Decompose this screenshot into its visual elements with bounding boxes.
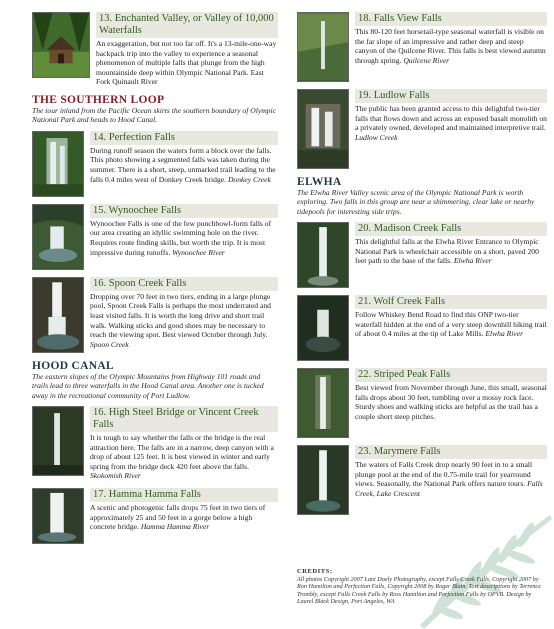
entry-title: 22. Striped Peak Falls xyxy=(355,368,547,382)
entry-title: 14. Perfection Falls xyxy=(90,131,278,145)
entry-title: 13. Enchanted Valley, or Valley of 10,000 Waterfalls xyxy=(96,12,278,38)
entry-14 xyxy=(32,131,278,197)
left-column xyxy=(32,12,278,551)
entry-description: This delightful falls at the Elwha River Entrance to Olympic National Park is wheelchair accessible on a short, paved 200 feet path to the base of the falls. Elwha River xyxy=(355,237,539,266)
entry-title: 21. Wolf Creek Falls xyxy=(355,295,547,309)
credits-block xyxy=(297,568,547,606)
entry-title: 18. Falls View Falls xyxy=(355,12,547,26)
section-description: The tour inland from the Pacific Ocean skirts the southern boundary of Olympic National Park and heads to Hood Canal. xyxy=(32,105,276,125)
entry-description: A scenic and photogenic falls drops 75 feet in two tiers of approximately 25 and 50 feet in a gorge below a high concrete bridge. Hamma Hamma River xyxy=(90,502,266,532)
entry-18 xyxy=(297,12,547,82)
section-heading-hood-canal: HOOD CANAL xyxy=(32,359,114,372)
waterfall-photo xyxy=(32,12,90,78)
entry-description: Follow Whiskey Bend Road to find this ONP two-tier waterfall hidden at the end of a very steep downhill hiking trail of about 0.4 miles at the tip of Lake Mills. Elwha River xyxy=(355,310,547,339)
waterfall-photo xyxy=(297,89,349,169)
entry-16 xyxy=(32,277,278,353)
entry-title: 16. High Steel Bridge or Vincent Creek Falls xyxy=(90,406,278,432)
entry-description: It is tough to say whether the falls or the bridge is the real attraction here. The falls are in a narrow, deep canyon with a drop of about 125 feet. It is best viewed in winter and early spring from the bridge deck 420 feet above the falls. Skokomish River xyxy=(90,433,274,481)
entry-title: 23. Marymere Falls xyxy=(355,445,547,459)
entry-19 xyxy=(297,89,547,169)
entry-description: During runoff season the waters form a block over the falls. This photo showing a segmented falls was taken during the summer. There is a short, steep, unmarked trail leading to the falls 0.4 miles west of Donkey Creek bridge. Donkey Creek xyxy=(90,145,276,184)
entry-title: 16. Spoon Creek Falls xyxy=(90,277,278,291)
waterfall-photo xyxy=(297,222,349,288)
section-heading-southern-loop: THE SOUTHERN LOOP xyxy=(32,93,165,106)
waterfall-photo xyxy=(32,406,84,476)
entry-13 xyxy=(32,12,278,87)
entry-15 xyxy=(32,204,278,270)
entry-description: Best viewed from November through June, this small, seasonal falls drops about 30 feet, tumbling over a mossy rock face. Sturdy shoes and walking sticks are helpful as the trail has a couple short steep pitches. xyxy=(355,383,547,421)
waterfall-photo xyxy=(32,488,84,544)
entry-description: Dropping over 70 feet in two tiers, ending in a large plunge pool, Spoon Creek Falls is perhaps the most underrated and least visited falls. It is worth the long drive and short trail walk. Walking sticks and good shoes may be necessary to reach the viewing spot. Best viewed October through July. Spoon Creek xyxy=(90,291,271,349)
entry-22 xyxy=(297,368,547,438)
section-description: The eastern slopes of the Olympic Mountains from Highway 101 roads and trails lead to three waterfalls in the Hood Canal area. Another one is tucked away in the recreational community of Port Ludlow. xyxy=(32,371,264,400)
right-column xyxy=(297,12,547,522)
entry-description: Wynoochee Falls is one of the few punchbowl-form falls of our area creating an idyllic swimming hole on the river. Requires route finding skills, but worth the trip. It is most impressive during runoffs. Wynoochee River xyxy=(90,218,272,257)
waterfall-photo xyxy=(297,295,349,361)
waterfall-photo xyxy=(32,131,84,197)
entry-16b xyxy=(32,406,278,481)
entry-17 xyxy=(32,488,278,544)
entry-description: The public has been granted access to this delightful two-tier falls that flows down and across an exposed basalt monolith on a privately owned, developed and maintained interpretive trail. Ludlow Creek xyxy=(355,104,547,142)
entry-title: 15. Wynoochee Falls xyxy=(90,204,278,218)
waterfall-photo xyxy=(297,368,349,438)
credits-heading: CREDITS: xyxy=(297,568,333,575)
section-heading-elwha: ELWHA xyxy=(297,176,342,188)
entry-21 xyxy=(297,295,547,361)
entry-description: The waters of Falls Creek drop nearly 90 feet in to a small plunge pool at the end of the 0.75-mile trail for yearround views. Seasonally, the National Park offers nature tours. Falls Creek, Lake Crescent xyxy=(355,460,543,498)
waterfall-photo xyxy=(297,12,349,82)
entry-title: 17. Hamma Hamma Falls xyxy=(90,488,278,502)
waterfall-photo xyxy=(32,204,84,270)
entry-description: An exaggeration, but not too far off. It's a 13-mile-one-way backpack trip into the valley to experience a seasonal phenomenon of multiple falls that plunge from the high mountainside deep within Olympic National Park. East Fork Quinault River xyxy=(96,39,277,87)
waterfall-photo xyxy=(297,445,349,515)
entry-title: 20. Madison Creek Falls xyxy=(355,222,547,236)
section-description: The Elwha River Valley scenic area of the Olympic National Park is worth exploring. Two falls in this group are near a shimmering, clear lake or nearby tidepools for interesting side trips. xyxy=(297,188,535,216)
entry-20 xyxy=(297,222,547,288)
cabin-forest-image xyxy=(33,13,89,77)
waterfall-photo xyxy=(32,277,84,353)
credits-text: All photos Copyright 2007 Lani Doely Photography, except Falls Creek Falls, Copyright 2007 by Ron Hamilton and Perfection Falls, Copyright 2008 by Roger Blain. Text descriptions by Terrence Trombly, except Falls Creek Falls by Ross Hamilton and Perfection Falls by OPVB. Design by Laurel Black Design, Port Angeles, WA xyxy=(297,575,541,606)
entry-title: 19. Ludlow Falls xyxy=(355,89,547,103)
entry-description: This 80-120 feet horsetail-type seasonal waterfall is visible on the far slope of an impressive and rather deep and steep canyon of the Quilcene River. This falls is best viewed autumn through spring. Quilcene River xyxy=(355,27,546,65)
fern-decoration-icon xyxy=(400,505,554,629)
